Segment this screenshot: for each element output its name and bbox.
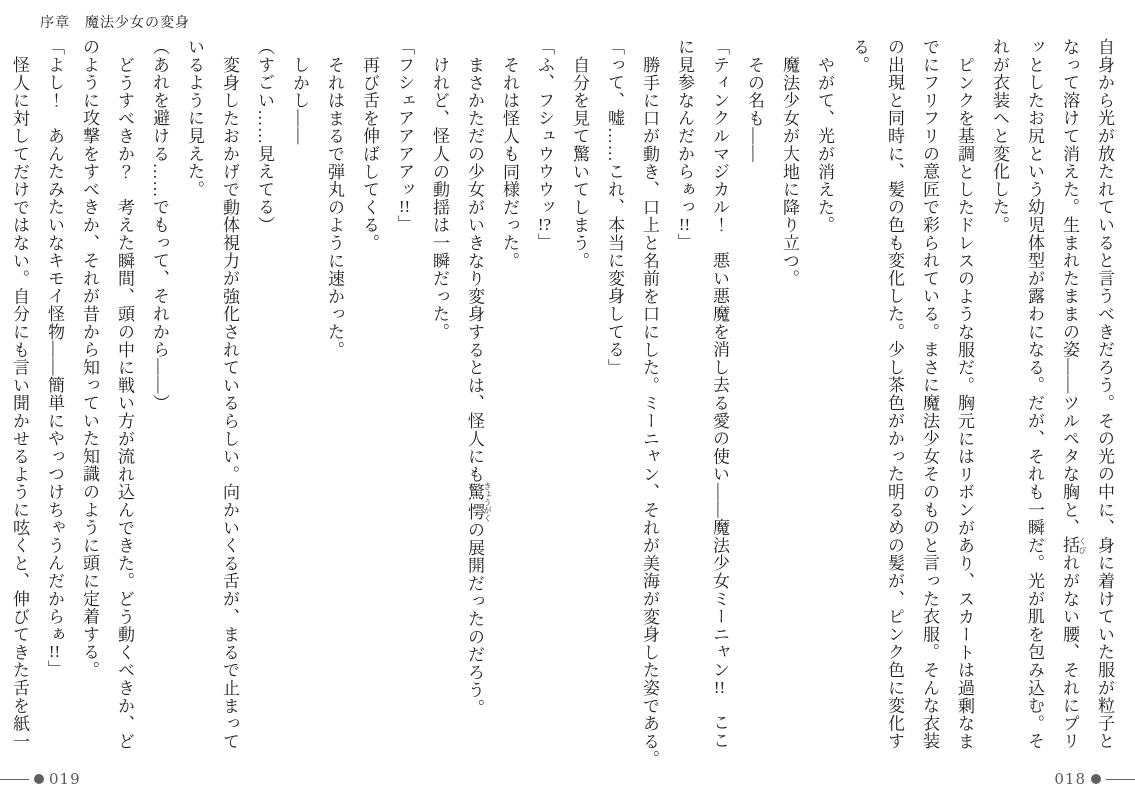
text-line: しかし―― — [290, 56, 309, 145]
tatechuyoko-punctuation: !? — [537, 216, 552, 233]
text-line: （あれを避ける……でもって、それから――） — [150, 38, 169, 412]
tatechuyoko-punctuation: !! — [48, 643, 61, 661]
text-line: まさかただの少女がいきなり変身するとは、怪人にも驚愕 きょうがくの展開だったのだろう。 — [465, 56, 492, 717]
page-018-footer — [1054, 772, 1135, 786]
text-line: それは怪人も同様だった。 — [500, 56, 519, 270]
text-line: 「よし！ あんたみたいなキモイ怪物――簡単にやっつけちゃうんだからぁ!!」 — [45, 38, 64, 679]
text-line: 変身したおかげで動体視力が強化されているらしい。向かいくる舌が、まるで止まって — [220, 56, 239, 751]
page-019-text — [2, 38, 562, 778]
tatechuyoko-punctuation: !! — [398, 198, 411, 216]
page-number-left: 019 — [49, 770, 81, 788]
text-line: 「ティンクルマジカル！ 悪い悪魔を消し去る愛の使い――魔法少女ミーニャン!! ここ — [710, 38, 729, 750]
tatechuyoko-punctuation: !! — [678, 216, 691, 233]
text-line: 魔法少女が大地に降り立つ。 — [780, 56, 799, 288]
page-number-right: 018 — [1054, 770, 1086, 788]
text-line: （すごい……見えてる） — [255, 38, 274, 234]
text-line: けれど、怪人の動揺は一瞬だった。 — [430, 56, 449, 341]
text-line: る。 — [850, 38, 869, 74]
text-line: どうすべきか？ 考えた瞬間、頭の中に戦い方が流れ込んできた。どう動くべきか、ど — [115, 56, 134, 751]
text-line: 「フシェアアアアッ!!」 — [395, 38, 414, 234]
text-line: 再び舌を伸ばしてくる。 — [360, 56, 379, 252]
chapter-header: 序章 魔法少女の変身 — [40, 16, 190, 31]
footer-dot-right — [1091, 774, 1101, 784]
ruby-annotated-word: 驚愕 きょうがく — [465, 482, 492, 523]
tatechuyoko-punctuation: !! — [713, 678, 726, 696]
text-line: 「って、嘘……これ、本当に変身してる」 — [605, 38, 624, 377]
page-018-text — [562, 38, 1122, 778]
text-line: いるように見えた。 — [185, 38, 204, 199]
text-line: のように攻撃をすべきか、それが昔から知っていた知識のように頭に定着する。 — [80, 38, 99, 679]
text-line: なって溶けて消えた。生まれたままの姿――ツルペタな胸と、括 くびれがない腰、それにプリ — [1060, 38, 1087, 751]
footer-dot-left — [34, 774, 44, 784]
text-line: でにフリフリの意匠で彩られている。まさに魔法少女そのものと言った衣服。そんな衣装 — [920, 38, 939, 750]
text-line: やがて、光が消えた。 — [815, 56, 834, 234]
ruby-annotated-word: 括 くび — [1060, 536, 1087, 555]
text-line: れが衣装へと変化した。 — [990, 38, 1009, 234]
text-line: ピンクを基調としたドレスのような服だ。胸元にはリボンがあり、スカートは過剰なま — [955, 56, 974, 751]
text-line: その名も―― — [745, 56, 764, 163]
text-line: 自分を見て驚いてしまう。 — [570, 56, 589, 270]
text-line: の出現と同時に、髪の色も変化した。少し茶色がかった明るめの髪が、ピンク色に変化す — [885, 38, 904, 750]
text-line: に見参なんだからぁっ!!」 — [675, 38, 694, 251]
text-line: 怪人に対してだけではない。自分にも言い聞かせるように呟くと、伸びてきた舌を紙一 — [10, 56, 29, 751]
page-019-footer — [0, 772, 81, 786]
text-line: 自身から光が放たれていると言うべきだろう。その光の中に、身に着けていた服が粒子と — [1095, 38, 1114, 750]
text-line: それはまるで弾丸のように速かった。 — [325, 56, 344, 359]
footer-rule-left — [0, 779, 29, 780]
footer-rule-right — [1106, 779, 1135, 780]
text-line: ッとしたお尻という幼児体型が露わになる。だが、それも一瞬だ。光が肌を包み込む。そ — [1025, 38, 1044, 750]
text-line: 勝手に口が動き、口上と名前を口にした。ミーニャン、それが美海が変身した姿である。 — [640, 56, 659, 768]
text-line: 「ふ、フシュウウウッ!?」 — [535, 38, 554, 251]
